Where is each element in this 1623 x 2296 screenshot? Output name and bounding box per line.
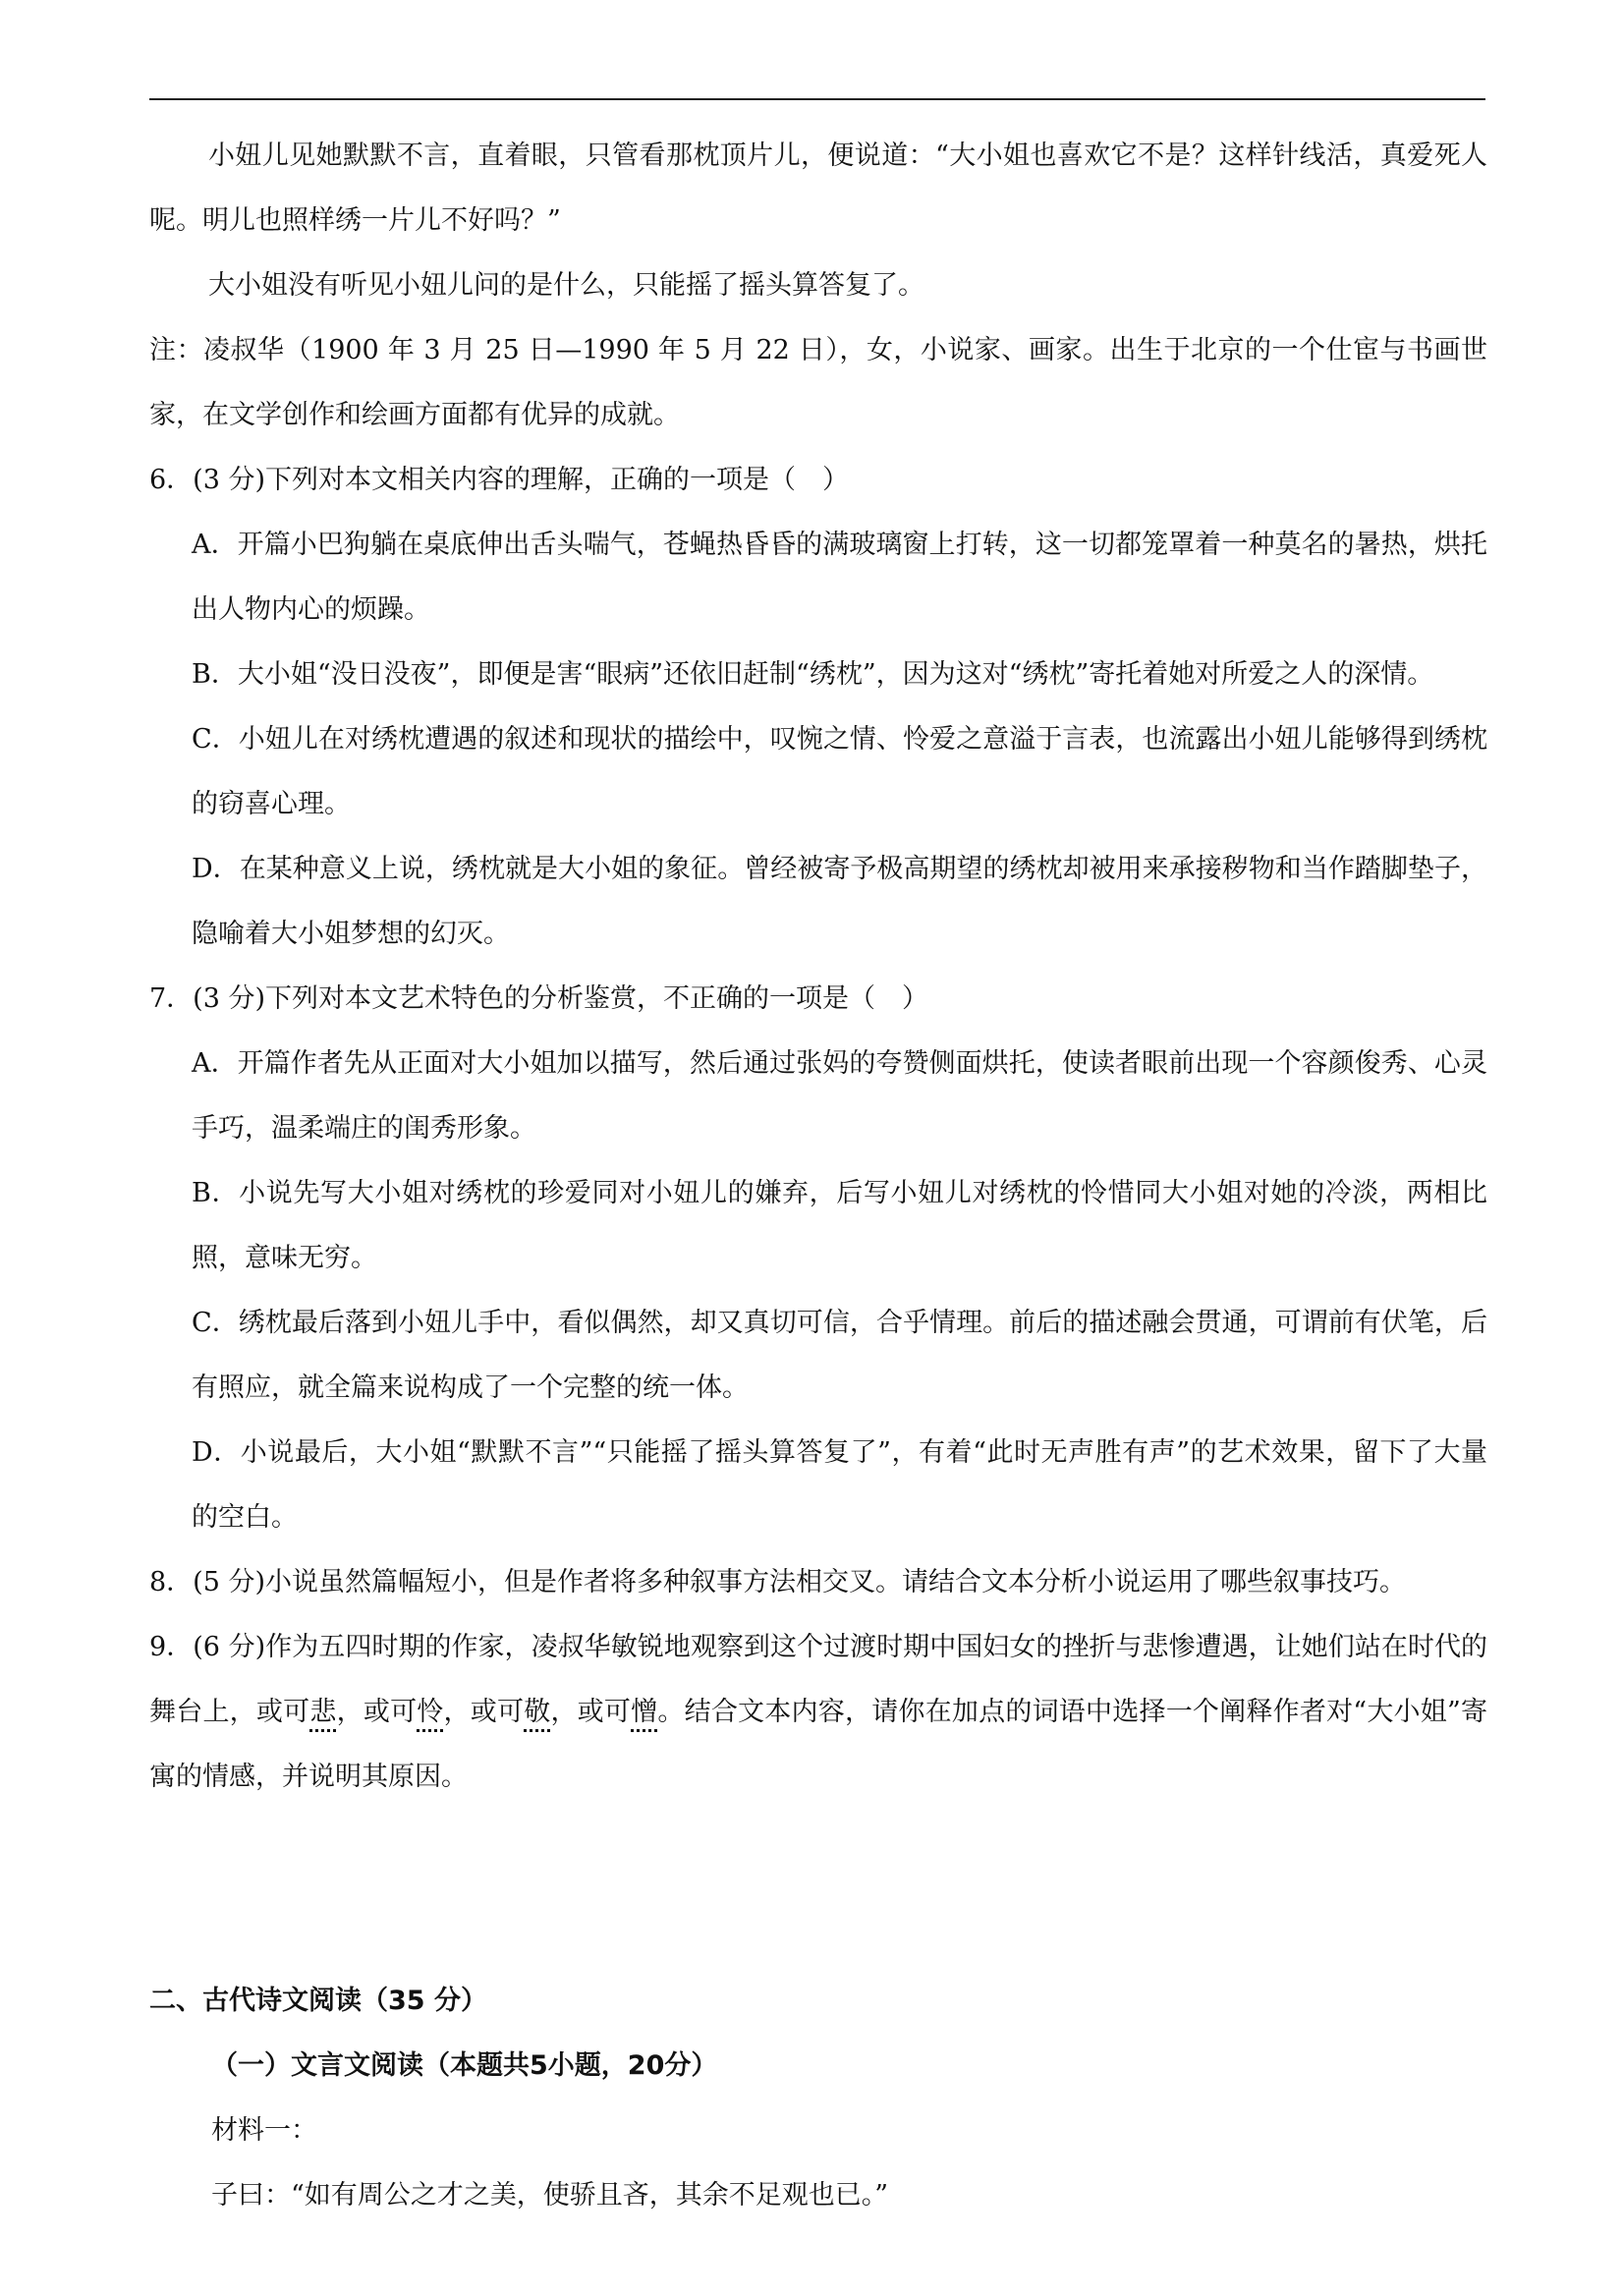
author-note: 注：凌叔华（1900 年 3 月 25 日—1990 年 5 月 22 日），女，小说家、画家。出生于北京的一个仕宦与书画世家，在文学创作和绘画方面都有优异的成就。	[149, 335, 1487, 430]
question-9	[149, 1615, 1487, 1810]
question-stem: 7．(3 分)下列对本文艺术特色的分析鉴赏，不正确的一项是（ ）	[149, 983, 929, 1014]
passage-paragraph-2: 大小姐没有听见小妞儿问的是什么，只能摇了摇头算答复了。	[208, 270, 924, 301]
material-label: 材料一：	[211, 2115, 317, 2146]
q9-text-part1: 9．(6 分)作为五四时期的作家，凌叔华敏锐地观察到这个过渡时期中国妇女的挫折与悲惨遭遇，让她们站在时代的舞台上，或可	[149, 1632, 1487, 1727]
q9-text-part2: 。结合文本内容，请你在加点的词语中选择一个阐释作者对“大小姐”寄寓的情感，并说明其原因。	[149, 1697, 1488, 1792]
section-gap	[149, 1810, 1487, 1969]
option-c: C．小妞儿在对绣枕遭遇的叙述和现状的描绘中，叹惋之情、怜爱之意溢于言表，也流露出小妞儿能够得到绣枕的窃喜心理。	[192, 724, 1487, 819]
question-stem: 6．(3 分)下列对本文相关内容的理解，正确的一项是（ ）	[149, 465, 850, 495]
dotted-word-zeng: 憎	[631, 1697, 658, 1727]
q9-sep-3: ，或可	[550, 1697, 632, 1727]
q9-sep-1: ，或可	[336, 1697, 418, 1727]
dotted-word-bei: 悲	[309, 1697, 337, 1727]
exam-page	[149, 124, 1487, 2228]
option-a: A．开篇作者先从正面对大小姐加以描写，然后通过张妈的夸赞侧面烘托，使读者眼前出现一个容颜俊秀、心灵手巧，温柔端庄的闺秀形象。	[192, 1048, 1487, 1144]
dotted-word-lian: 怜	[417, 1697, 444, 1727]
material-text: 子曰：“如有周公之才之美，使骄且吝，其余不足观也已。”	[211, 2180, 889, 2211]
dotted-word-jing: 敬	[524, 1697, 551, 1727]
option-d: D．小说最后，大小姐“默默不言”“只能摇了摇头算答复了”，有着“此时无声胜有声”的艺术效果，留下了大量的空白。	[192, 1437, 1487, 1533]
question-6	[149, 448, 1487, 967]
option-c: C．绣枕最后落到小妞儿手中，看似偶然，却又真切可信，合乎情理。前后的描述融会贯通，可谓前有伏笔，后有照应，就全篇来说构成了一个完整的统一体。	[192, 1308, 1487, 1403]
option-b: B．大小姐“没日没夜”，即便是害“眼病”还依旧赶制“绣枕”，因为这对“绣枕”寄托着她对所爱之人的深情。	[192, 659, 1434, 690]
question-8: 8．(5 分)小说虽然篇幅短小，但是作者将多种叙事方法相交叉。请结合文本分析小说运用了哪些叙事技巧。	[149, 1567, 1407, 1597]
option-b: B．小说先写大小姐对绣枕的珍爱同对小妞儿的嫌弃，后写小妞儿对绣枕的怜惜同大小姐对她的冷淡，两相比照，意味无穷。	[192, 1178, 1487, 1273]
subsection-heading: （一）文言文阅读（本题共5小题，20分）	[211, 2050, 718, 2081]
passage-paragraph-1: 小妞儿见她默默不言，直着眼，只管看那枕顶片儿，便说道：“大小姐也喜欢它不是？这样针线活，真爱死人呢。明儿也照样绣一片儿不好吗？”	[149, 140, 1487, 236]
q9-sep-2: ，或可	[443, 1697, 525, 1727]
option-d: D．在某种意义上说，绣枕就是大小姐的象征。曾经被寄予极高期望的绣枕却被用来承接秽物和当作踏脚垫子，隐喻着大小姐梦想的幻灭。	[192, 854, 1487, 949]
header-rule	[149, 98, 1485, 100]
question-7	[149, 967, 1487, 1550]
option-a: A．开篇小巴狗躺在桌底伸出舌头喘气，苍蝇热昏昏的满玻璃窗上打转，这一切都笼罩着一种莫名的暑热，烘托出人物内心的烦躁。	[192, 530, 1487, 625]
section-heading: 二、古代诗文阅读（35 分）	[149, 1986, 487, 2016]
